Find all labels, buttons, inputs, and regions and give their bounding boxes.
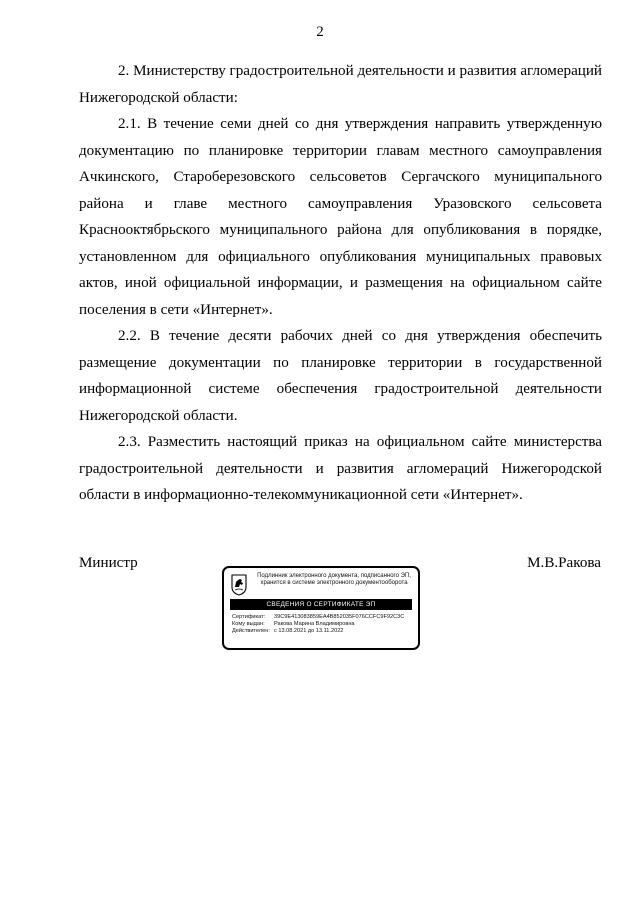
validity-label: Действителен: (232, 628, 270, 634)
electronic-signature-stamp (222, 566, 420, 650)
certificate-details (232, 614, 414, 635)
validity-value: с 13.08.2021 до 13.11.2022 (274, 628, 344, 634)
paragraph-2-3: 2.3. Разместить настоящий приказ на официальном сайте министерства градостроительной деятельности и развития агломераций Нижегородской области в информационно-телекоммуникационной сети «Интернет». (79, 434, 602, 503)
stamp-header-line2: хранится в системе электронного документооборота (260, 580, 408, 587)
signatory-position: Министр (79, 555, 138, 571)
issued-to-value: Ракова Марина Владимировна (274, 621, 355, 627)
document-body (79, 58, 602, 509)
certificate-row (232, 614, 414, 621)
certificate-value: 39C9E413083859EA4B852035F076CCFC9F92C3C (274, 614, 405, 620)
issued-to-label: Кому выдан: (232, 621, 265, 627)
certificate-label: Сертификат: (232, 614, 266, 620)
coat-of-arms-icon (231, 574, 247, 596)
stamp-header-line1: Подлинник электронного документа, подписанного ЭП, (257, 573, 411, 579)
stamp-banner: СВЕДЕНИЯ О СЕРТИФИКАТЕ ЭП (230, 599, 412, 610)
validity-row (232, 628, 414, 635)
paragraph-2: 2. Министерству градостроительной деятельности и развития агломераций Нижегородской области: (79, 63, 602, 106)
paragraph-2-1: 2.1. В течение семи дней со дня утверждения направить утвержденную документацию по планировке территории главам местного самоуправления Ачкинского, Староберезовского сельсоветов Сергачского муниципального района и главе местного самоуправления Уразовского сельсовета Краснооктябрьского муниципального района для опубликования в порядке, установленном для официального опубликования муниципальных правовых актов, иной официальной информации, и размещения на официальном сайте поселения в сети «Интернет». (79, 116, 602, 318)
stamp-header (252, 573, 416, 587)
issued-to-row (232, 621, 414, 628)
page-number: 2 (316, 24, 324, 40)
paragraph-2-2: 2.2. В течение десяти рабочих дней со дня утверждения обеспечить размещение документации по планировке территории в государственной информационной системе обеспечения градостроительной деятельности Нижегородской области. (79, 328, 602, 424)
signatory-name: М.В.Ракова (527, 555, 601, 571)
